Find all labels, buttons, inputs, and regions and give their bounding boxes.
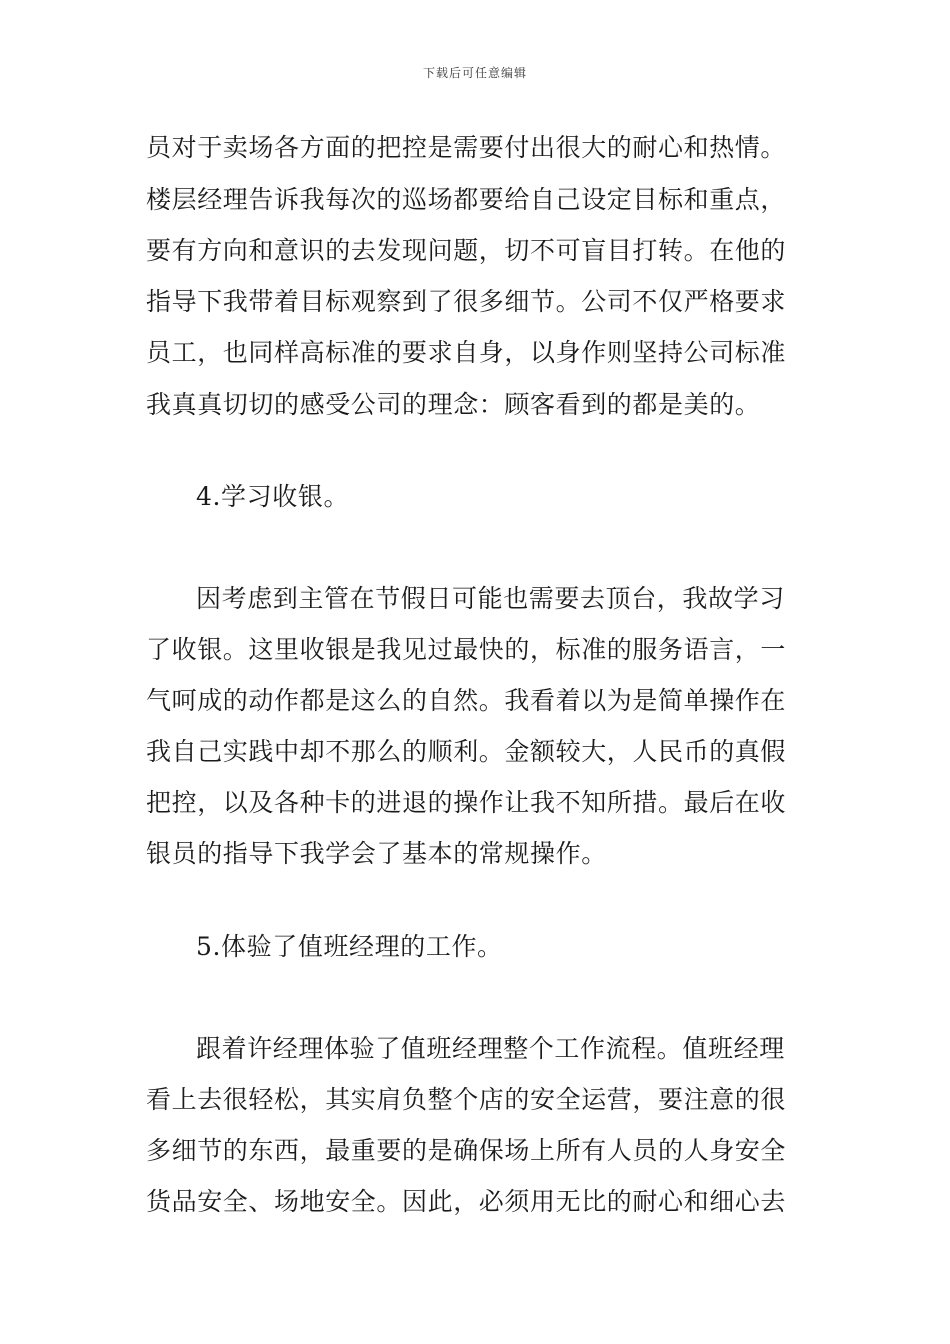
body-line: 看上去很轻松，其实肩负整个店的安全运营，要注意的很	[146, 1085, 787, 1114]
body-line: 要有方向和意识的去发现问题，切不可盲目打转。在他的	[146, 236, 787, 265]
body-line: 货品安全、场地安全。因此，必须用无比的耐心和细心去	[146, 1187, 787, 1216]
body-line: 员对于卖场各方面的把控是需要付出很大的耐心和热情。	[146, 133, 787, 162]
section-heading: 5.体验了值班经理的工作。	[196, 932, 503, 961]
body-line: 气呵成的动作都是这么的自然。我看着以为是简单操作在	[146, 686, 787, 715]
body-line: 我自己实践中却不那么的顺利。金额较大，人民币的真假	[146, 737, 787, 766]
body-line: 了收银。这里收银是我见过最快的，标准的服务语言，一	[146, 635, 787, 664]
header-note: 下载后可任意编辑	[422, 66, 527, 80]
body-line: 因考虑到主管在节假日可能也需要去顶台，我故学习	[196, 584, 785, 613]
body-line: 把控，以及各种卡的进退的操作让我不知所措。最后在收	[146, 788, 787, 817]
body-line: 指导下我带着目标观察到了很多细节。公司不仅严格要求	[146, 287, 787, 316]
body-line: 我真真切切的感受公司的理念：顾客看到的都是美的。	[146, 390, 761, 419]
body-line: 楼层经理告诉我每次的巡场都要给自己设定目标和重点，	[146, 185, 787, 214]
body-line: 银员的指导下我学会了基本的常规操作。	[146, 839, 607, 868]
body-line: 员工，也同样高标准的要求自身，以身作则坚持公司标准	[146, 338, 787, 367]
body-line: 跟着许经理体验了值班经理整个工作流程。值班经理	[196, 1034, 785, 1063]
body-line: 多细节的东西，最重要的是确保场上所有人员的人身安全	[146, 1136, 787, 1165]
section-heading: 4.学习收银。	[196, 482, 350, 511]
